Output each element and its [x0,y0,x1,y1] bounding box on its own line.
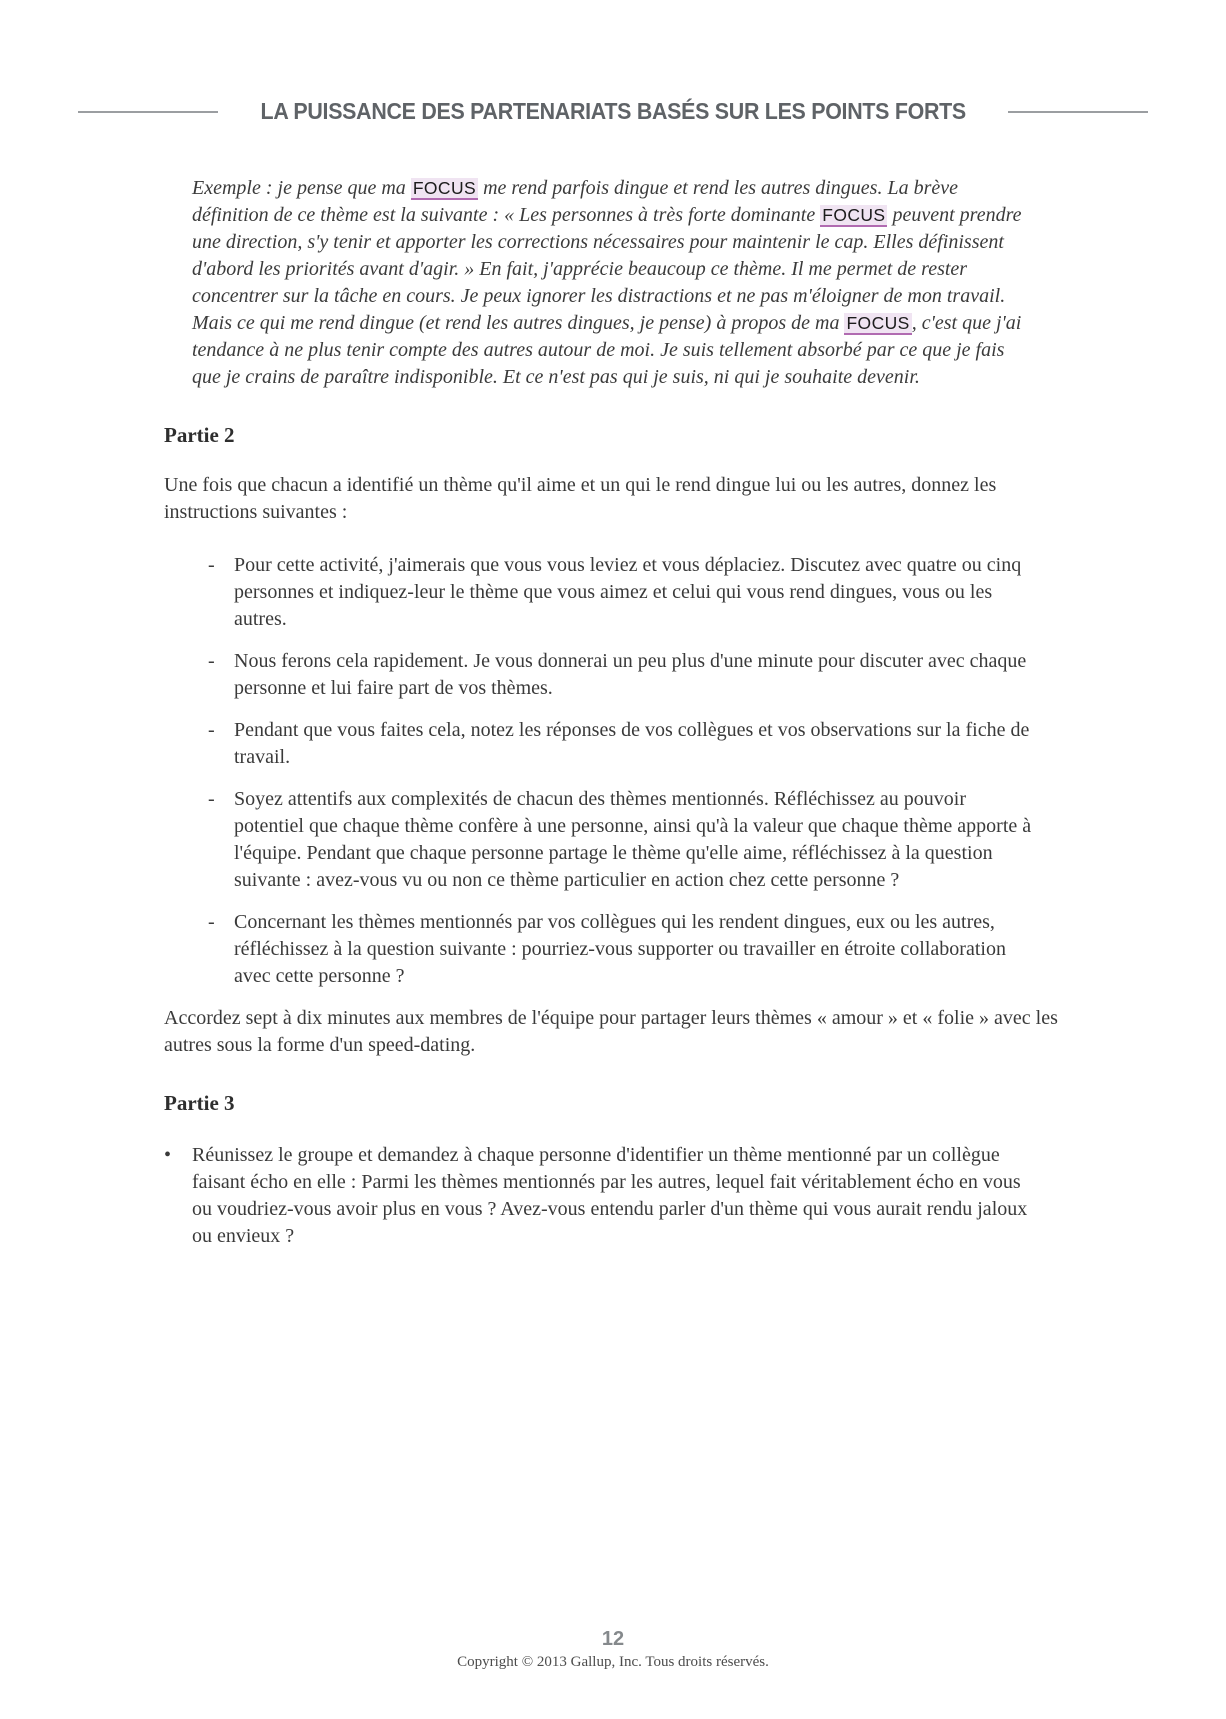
dash-marker: - [208,911,215,933]
theme-name-chip: FOCUS [822,205,886,225]
dash-marker: - [208,719,215,741]
page-number: 12 [601,1628,625,1650]
page-header [0,98,1226,125]
header-rule-left [78,111,218,113]
part2-heading: Partie 2 [164,423,235,447]
bullet-marker: • [164,1144,172,1166]
theme-name-chip: FOCUS [412,178,477,198]
example-paragraph: Exemple : je pense que ma FOCUS me rend parfois dingue et rend les autres dingues. La brève définition de ce thème est la suivante : « Les personnes à très forte dominante FOCUS peuvent prendre une direction, s'y tenir et apporter les corrections nécessaires pour maintenir le cap. Elles définissent d'abord les priorités avant d'agir. » En fait, j'apprécie beaucoup ce thème. Il me permet de rester concentrer sur la tâche en cours. Je peux ignorer les distractions et ne pas m'éloigner de mon travail. Mais ce qui me rend dingue (et rend les autres dingues, je pense) à propos de ma FOCUS , c'est que j'ai tendance à ne plus tenir compte des autres autour de moi. Je suis tellement absorbé par ce que je fais que je crains de paraître indisponible. Et ce n'est pas qui je suis, ni qui je souhaite devenir. [192,177,1022,388]
page-title: LA PUISSANCE DES PARTENARIATS BASÉS SUR LES POINTS FORTS [260,98,966,124]
instruction-text: Nous ferons cela rapidement. Je vous donnerai un peu plus d'une minute pour discuter avec chaque personne et lui faire part de vos thèmes. [234,650,1027,699]
theme-name-chip: FOCUS [846,313,910,333]
part2-instructions-list [164,552,1038,990]
part2-intro: Une fois que chacun a identifié un thème qu'il aime et un qui le rend dingue lui ou les autres, donnez les instructions suivantes : [164,474,997,523]
part3-list [164,1142,1044,1250]
dash-marker: - [208,788,215,810]
page-content [164,175,1080,1250]
instruction-text: Soyez attentifs aux complexités de chacun des thèmes mentionnés. Réfléchissez au pouvoir potentiel que chaque thème confère à une personne, ainsi qu'à la valeur que chaque thème apporte à l'équipe. Pendant que chaque personne partage le thème qu'elle aime, réfléchissez à la question suivante : avez-vous vu ou non ce thème particulier en action chez cette personne ? [234,788,1032,891]
bullet-list-item [164,1142,1044,1250]
instruction-text: Pendant que vous faites cela, notez les réponses de vos collègues et vos observations sur la fiche de travail. [234,719,1030,768]
copyright-text: Copyright © 2013 Gallup, Inc. Tous droits réservés. [457,1654,769,1670]
dash-marker: - [208,554,215,576]
bullet-text: Réunissez le groupe et demandez à chaque personne d'identifier un thème mentionné par un collègue faisant écho en elle : Parmi les thèmes mentionnés par les autres, lequel fait véritablement écho en vous ou voudriez-vous avoir plus en vous ? Avez-vous entendu parler d'un thème qui vous aurait rendu jaloux ou envieux ? [192,1144,1028,1247]
instruction-list-item [208,552,1038,633]
instruction-list-item [208,909,1038,990]
instruction-list-item [208,786,1038,894]
instruction-list-item [208,648,1038,702]
instruction-text: Concernant les thèmes mentionnés par vos collègues qui les rendent dingues, eux ou les autres, réfléchissez à la question suivante : pourriez-vous supporter ou travailler en étroite collaboration avec cette personne ? [234,911,1006,987]
instruction-text: Pour cette activité, j'aimerais que vous vous leviez et vous déplaciez. Discutez avec quatre ou cinq personnes et indiquez-leur le thème que vous aimez et celui qui vous rend dingues, vous ou les autres. [234,554,1022,630]
part2-outro: Accordez sept à dix minutes aux membres de l'équipe pour partager leurs thèmes « amour » et « folie » avec les autres sous la forme d'un speed-dating. [164,1007,1058,1056]
instruction-list-item [208,717,1038,771]
header-rule-right [1008,111,1148,113]
page-footer [0,1627,1226,1671]
part3-heading: Partie 3 [164,1091,235,1115]
dash-marker: - [208,650,215,672]
